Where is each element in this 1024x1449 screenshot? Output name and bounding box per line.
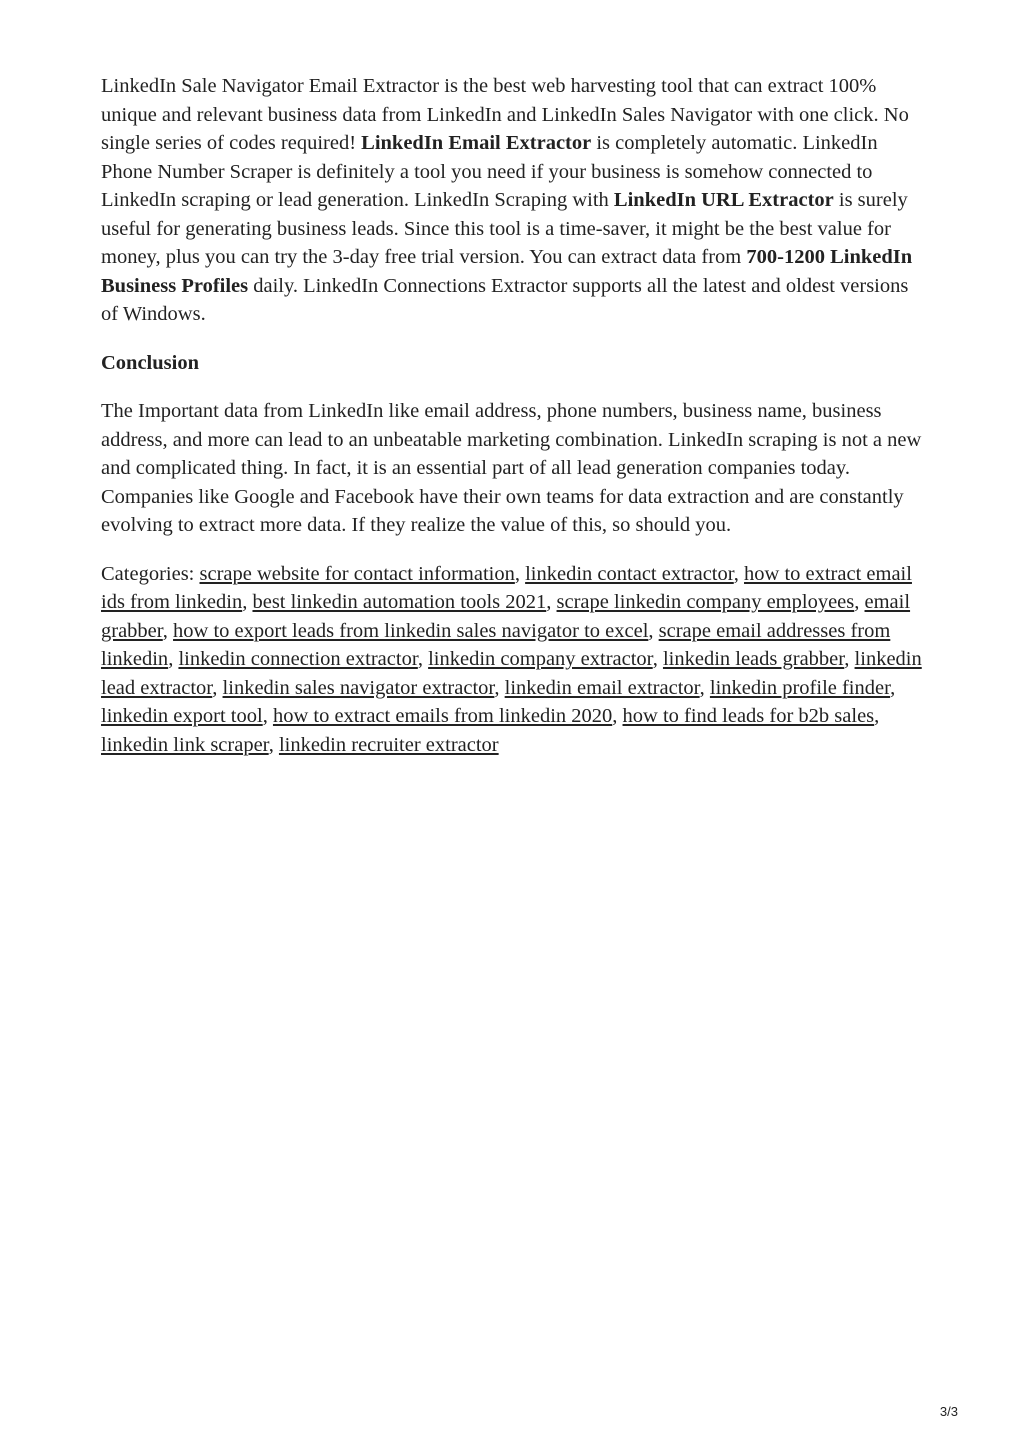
category-separator: , — [546, 591, 557, 613]
category-separator: , — [733, 562, 745, 585]
category-link[interactable]: how to extract email ids from linkedin — [101, 562, 912, 613]
category-link[interactable]: linkedin connection extractor — [178, 648, 418, 670]
category-separator: , — [890, 676, 896, 699]
category-link[interactable]: email grabber — [101, 591, 911, 642]
categories-label: Categories: — [101, 562, 200, 585]
category-separator: , — [648, 619, 659, 642]
category-link[interactable]: linkedin lead extractor — [101, 648, 922, 699]
category-separator: , — [168, 648, 179, 670]
category-separator: , — [417, 648, 429, 670]
category-link[interactable]: how to export leads from linkedin sales navigator to excel — [173, 619, 649, 642]
intro-bold-email-extractor: LinkedIn Email Extractor — [361, 132, 592, 154]
page-number: 3/3 — [939, 1404, 958, 1419]
category-separator: , — [494, 676, 505, 699]
category-link[interactable]: linkedin sales navigator extractor — [222, 676, 495, 699]
document-body — [101, 72, 925, 759]
category-separator: , — [844, 648, 855, 670]
category-separator: , — [262, 705, 273, 727]
category-link[interactable]: linkedin link scraper — [101, 733, 269, 756]
categories-paragraph — [101, 560, 925, 760]
category-link[interactable]: scrape email addresses from linkedin — [101, 619, 891, 670]
category-separator: , — [242, 591, 253, 613]
category-separator: , — [268, 733, 279, 756]
intro-paragraph — [101, 72, 925, 329]
conclusion-heading: Conclusion — [101, 351, 199, 374]
intro-text-2: is completely automatic. LinkedIn Phone Number Scraper is definitely a tool you need if your business is somehow connected to LinkedIn scraping or lead generation. LinkedIn Scraping with — [101, 132, 878, 211]
category-link[interactable]: best linkedin automation tools 2021 — [252, 591, 547, 613]
category-link[interactable]: scrape linkedin company employees — [556, 591, 855, 613]
category-separator: , — [514, 562, 526, 585]
conclusion-paragraph: The Important data from LinkedIn like email address, phone numbers, business name, business address, and more can lead to an unbeatable marketing combination. LinkedIn scraping is not a new and complicated thing. In fact, it is an essential part of all lead generation companies today. Companies like Google and Facebook have their own teams for data extraction and are constantly evolving to extract more data. If they realize the value of this, so should you. — [101, 400, 922, 536]
intro-text-3: is surely useful for generating business leads. Since this tool is a time-saver, it might be the best value for money, plus you can try the 3-day free trial version. You can extract data from — [101, 189, 908, 268]
intro-bold-profiles: 700-1200 LinkedIn Business Profiles — [101, 246, 913, 297]
intro-text-1: LinkedIn Sale Navigator Email Extractor is the best web harvesting tool that can extract 100% unique and relevant business data from LinkedIn and LinkedIn Sales Navigator with one click. No single series of codes required! — [101, 75, 909, 154]
category-link[interactable]: linkedin export tool — [101, 705, 263, 727]
category-link[interactable]: how to extract emails from linkedin 2020 — [272, 705, 613, 727]
category-link[interactable]: scrape website for contact information — [199, 562, 515, 585]
category-link[interactable]: linkedin company extractor — [428, 648, 653, 670]
category-link[interactable]: linkedin recruiter extractor — [278, 733, 499, 756]
category-link[interactable]: linkedin contact extractor — [525, 562, 734, 585]
category-separator: , — [162, 619, 174, 642]
intro-text-4: daily. LinkedIn Connections Extractor supports all the latest and oldest versions of Windows. — [101, 274, 909, 325]
category-link[interactable]: linkedin leads grabber — [662, 648, 845, 670]
category-link[interactable]: how to find leads for b2b sales — [622, 705, 875, 727]
category-link[interactable]: linkedin profile finder — [709, 676, 891, 699]
category-separator: , — [874, 705, 880, 727]
category-separator: , — [652, 648, 663, 670]
intro-bold-url-extractor: LinkedIn URL Extractor — [613, 189, 834, 211]
category-separator: , — [212, 676, 223, 699]
category-link[interactable]: linkedin email extractor — [504, 676, 700, 699]
category-separator: , — [854, 591, 865, 613]
category-separator: , — [699, 676, 710, 699]
category-separator: , — [612, 705, 623, 727]
